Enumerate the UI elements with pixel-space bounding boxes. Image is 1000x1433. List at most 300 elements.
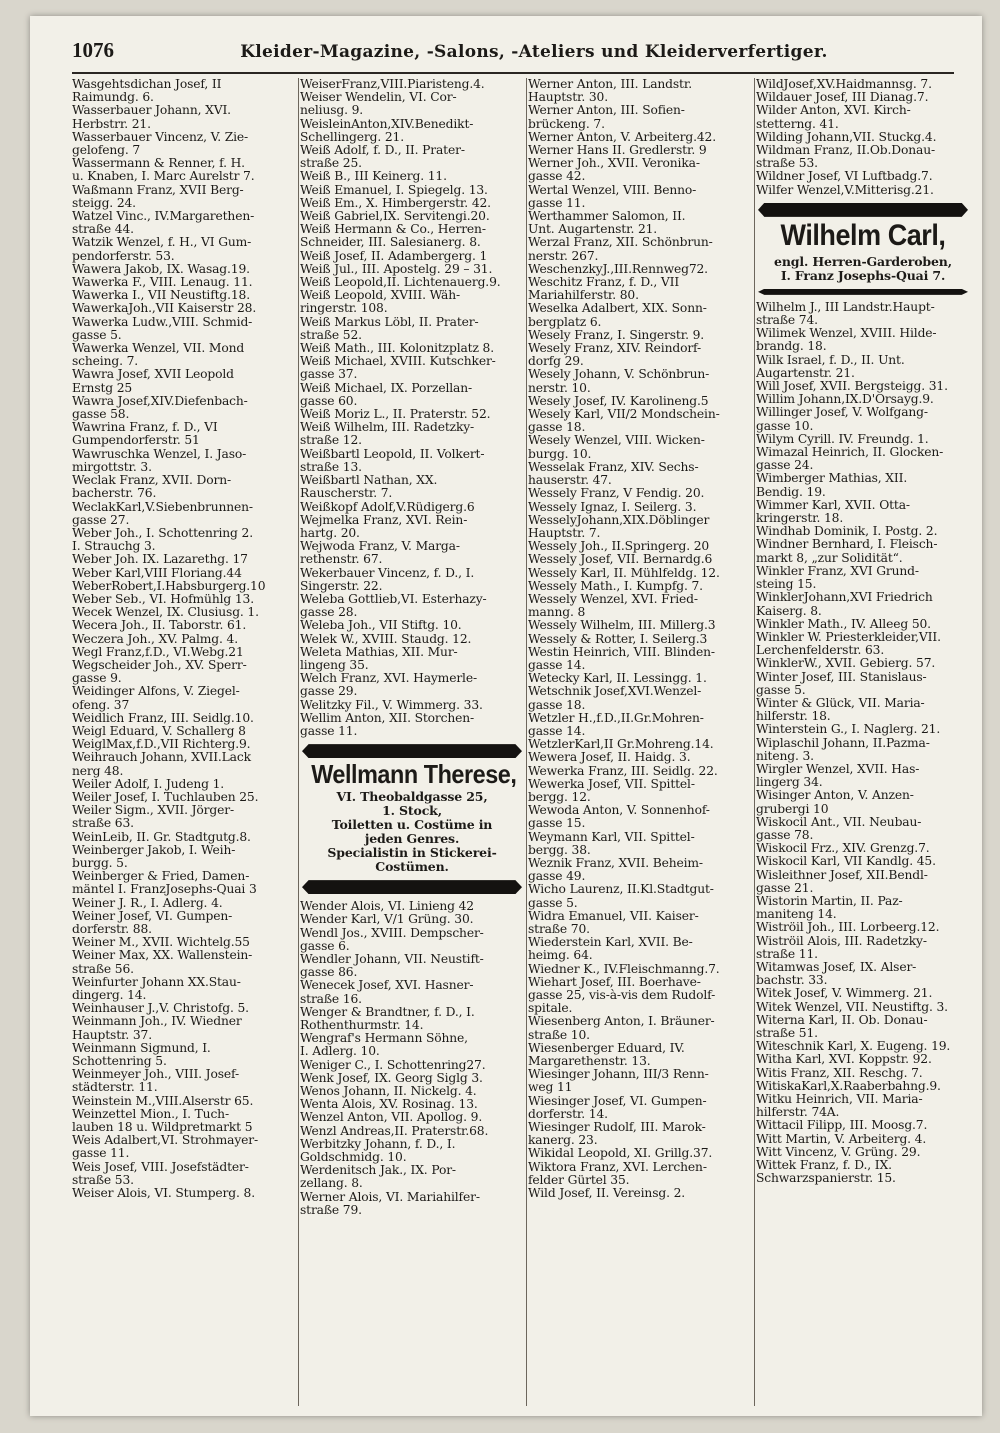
directory-entry-line: Weihrauch Johann, XVII.Lack: [72, 751, 251, 765]
directory-entry-line: Wiskocil Karl, VII Kandlg. 45.: [756, 855, 936, 869]
directory-entry-line: neliusg. 9.: [300, 104, 364, 118]
ad-line: Toiletten u. Costüme in: [331, 817, 493, 833]
directory-entry-line: Wawera Jakob, IX. Wasag.19.: [72, 262, 250, 276]
directory-entry-line: felder Gürtel 35.: [528, 1173, 630, 1187]
directory-entry-line: Wender Karl, V/1 Grüng. 30.: [300, 913, 474, 927]
directory-entry-line: burgg. 5.: [72, 856, 128, 870]
advertisement-wilhelm: [756, 203, 970, 295]
directory-entry-line: dorfg 29.: [528, 355, 584, 369]
directory-entry-line: Winkler Franz, XVI Grund-: [756, 564, 919, 578]
directory-entry-line: Wecera Joh., II. Taborstr. 61.: [72, 619, 247, 633]
directory-entry-line: scheing. 7.: [72, 355, 139, 369]
directory-entry-line: Weber Seb., VI. Hofmühlg 13.: [72, 592, 254, 606]
directory-entry-line: Wesselak Franz, XIV. Sechs-: [528, 460, 699, 474]
directory-entry-line: Wengraf's Hermann Söhne,: [300, 1032, 468, 1046]
directory-entry-line: nerg 48.: [72, 764, 124, 778]
directory-entry-line: straße 13.: [300, 460, 362, 474]
directory-entry-line: Wesely Franz, XIV. Reindorf-: [528, 342, 702, 356]
directory-entry-line: Winkler Math., IV. Alleeg 50.: [756, 617, 931, 631]
directory-entry-line: Weiß Michael, XVIII. Kutschker-: [300, 355, 496, 369]
directory-entry-line: gasse 15.: [528, 817, 586, 831]
directory-entry-line: Weiler Sigm., XVII. Jörger-: [72, 804, 234, 818]
directory-page: [30, 16, 982, 1416]
directory-entry-line: Witt Vincenz, V. Grüng. 29.: [756, 1145, 921, 1159]
directory-entry-line: Schellingerg. 21.: [300, 130, 404, 144]
directory-entry-line: Wiströil Joh., III. Lorbeerg.12.: [756, 921, 940, 935]
directory-entry-line: Weinhauser J.,V. Christofg. 5.: [72, 1002, 249, 1016]
directory-entry-line: Witku Heinrich, VII. Maria-: [756, 1093, 923, 1107]
directory-entry-line: WinklerJohann,XVI Friedrich: [756, 591, 933, 605]
directory-entry-line: Weißbartl Leopold, II. Volkert-: [300, 447, 485, 461]
column-1: [72, 78, 296, 1406]
directory-entry-line: Schwarzspanierstr. 15.: [756, 1172, 896, 1186]
directory-entry-line: straße 56.: [72, 962, 134, 976]
directory-entry-line: straße 70.: [528, 923, 590, 936]
directory-entry-line: Weis Josef, VIII. Josefstädter-: [72, 1160, 249, 1174]
directory-entry-line: dorferstr. 14.: [528, 1107, 608, 1121]
directory-entry-line: Weiß Jul., III. Apostelg. 29 – 31.: [300, 262, 493, 276]
column-3: [528, 78, 752, 1406]
directory-entry-line: bacherstr. 76.: [72, 487, 157, 501]
directory-entry-line: Weclak Franz, XVII. Dorn-: [72, 474, 232, 488]
directory-entry-line: Weinmann Joh., IV. Wiedner: [72, 1015, 242, 1029]
directory-entry-line: gelofeng. 7: [72, 144, 141, 158]
ad-bottom-bar: [758, 289, 968, 295]
directory-entry-line: lauben 18 u. Wildpretmarkt 5: [72, 1121, 253, 1135]
directory-entry-line: Rauscherstr. 7.: [300, 487, 393, 501]
directory-entry-line: Witek Josef, V. Wimmerg. 21.: [756, 987, 933, 1001]
directory-entry-line: städterstr. 11.: [72, 1081, 158, 1095]
directory-entry-line: Witerna Karl, II. Ob. Donau-: [756, 1013, 928, 1027]
directory-entry-line: spitale.: [528, 1002, 573, 1016]
directory-entry-line: bergplatz 6.: [528, 315, 602, 329]
directory-entry-line: gasse 21.: [756, 881, 814, 895]
directory-entry-line: Mariahilferstr. 80.: [528, 289, 639, 303]
directory-entry-line: Herbstrr. 21.: [72, 117, 151, 131]
directory-entry-line: WawerkaJoh.,VII Kaiserstr 28.: [72, 302, 257, 316]
directory-entry-line: Weißkopf Adolf,V.Rüdigerg.6: [300, 500, 475, 514]
directory-entry-line: gasse 49.: [528, 870, 586, 884]
directory-entry-line: bergg. 12.: [528, 790, 591, 804]
directory-entry-line: Weiß Leopold,II. Lichtenauerg.9.: [300, 276, 501, 290]
directory-entry-line: Hauptstr. 37.: [72, 1028, 152, 1042]
ad-name: Wellmann Therese,: [311, 759, 517, 790]
directory-entry-line: Schneider, III. Salesianerg. 8.: [300, 236, 481, 250]
directory-entry-line: stetterng. 41.: [756, 117, 839, 131]
directory-entry-line: Winkler W. Priesterkleider,VII.: [756, 630, 941, 644]
directory-entry-line: gasse 42.: [528, 170, 586, 184]
directory-entry-line: WeberRobert,I.Habsburgerg.10: [72, 579, 266, 593]
directory-entry-line: Wetzler H.,f.D.,II.Gr.Mohren-: [528, 711, 704, 725]
directory-entry-line: gasse 60.: [300, 394, 358, 408]
directory-entry-line: Weiß Gabriel,IX. Servitengi.20.: [300, 210, 490, 224]
directory-entry-line: Wasserbauer Vincenz, V. Zie-: [72, 130, 249, 144]
directory-entry-line: Witeschnik Karl, X. Eugeng. 19.: [756, 1040, 951, 1054]
directory-entry-line: mäntel I. FranzJosephs-Quai 3: [72, 883, 257, 897]
directory-entry-line: Wikidal Leopold, XI. Grillg.37.: [528, 1147, 713, 1161]
directory-entry-line: gasse 5.: [756, 683, 806, 697]
directory-entry-line: Weinberger Jakob, I. Weih-: [72, 843, 236, 857]
directory-entry-line: Wisleithner Josef, XII.Bendl-: [756, 868, 928, 882]
directory-entry-line: Wiederstein Karl, XVII. Be-: [528, 936, 693, 950]
directory-entry-line: Wesely Josef, IV. Karolineng.5: [528, 394, 709, 408]
directory-entry-line: Wiplaschil Johann, II.Pazma-: [756, 736, 930, 750]
directory-entry-line: gasse 5.: [528, 896, 578, 910]
directory-entry-line: Wecek Wenzel, IX. Clusiusg. 1.: [72, 606, 259, 620]
directory-entry-line: Welch Franz, XVI. Haymerle-: [300, 672, 477, 686]
column-4: [756, 78, 970, 1406]
column-divider: [526, 78, 527, 1406]
directory-entry-line: gasse 11.: [300, 724, 358, 738]
directory-entry-line: manng. 8: [528, 606, 586, 620]
directory-entry-line: Witis Franz, XII. Reschg. 7.: [756, 1066, 923, 1080]
directory-entry-line: Wirgler Wenzel, XVII. Has-: [756, 762, 920, 776]
directory-entry-line: Ernstg 25: [72, 381, 133, 395]
directory-entry-line: Willinger Josef, V. Wolfgang-: [756, 406, 928, 420]
directory-entry-line: Weiß Wilhelm, III. Radetzky-: [300, 421, 475, 435]
directory-entry-line: I. Adlerg. 10.: [300, 1045, 380, 1059]
directory-entry-line: Westin Heinrich, VIII. Blinden-: [528, 645, 715, 659]
directory-entry-line: zellang. 8.: [300, 1177, 363, 1191]
directory-entry-line: Wiedner K., IV.Fleischmanng.7.: [528, 962, 720, 976]
directory-entry-line: Wawerka F., VIII. Lenaug. 11.: [72, 276, 253, 290]
directory-entry-line: gasse 78.: [756, 828, 814, 842]
directory-entry-line: Wenos Johann, II. Nickelg. 4.: [300, 1085, 477, 1098]
page-header: [72, 38, 954, 68]
directory-entry-line: Wegscheider Joh., XV. Sperr-: [72, 658, 247, 672]
directory-entry-line: Lerchenfelderstr. 63.: [756, 644, 885, 658]
ad-line: VI. Theobaldgasse 25,: [336, 789, 488, 805]
directory-entry-line: gasse 18.: [528, 698, 586, 712]
directory-entry-line: gasse 11.: [72, 1147, 130, 1161]
directory-entry-line: brandg. 18.: [756, 340, 827, 354]
directory-entry-line: Werner Anton, III. Landstr.: [528, 78, 692, 91]
directory-entry-line: Winter & Glück, VII. Maria-: [756, 696, 925, 710]
directory-entry-line: Weiß Leopold, XVIII. Wäh-: [300, 289, 460, 303]
directory-entry-line: gasse 24.: [756, 459, 814, 473]
directory-entry-line: Wenk Josef, IX. Georg Siglg 3.: [300, 1071, 483, 1085]
directory-entry-line: Wertal Wenzel, VIII. Benno-: [528, 183, 697, 197]
directory-entry-line: Bendig. 19.: [756, 485, 826, 499]
directory-entry-line: Wenta Alois, XV. Rosinag. 13.: [300, 1098, 478, 1112]
directory-entry-line: I. Strauchg 3.: [72, 540, 156, 554]
ad-top-bar: [758, 203, 968, 217]
directory-entry-line: Wenger & Brandtner, f. D., I.: [300, 1005, 475, 1019]
directory-entry-line: Wiesenberger Eduard, IV.: [528, 1041, 685, 1055]
directory-entry-line: hilferstr. 74A.: [756, 1106, 840, 1120]
directory-entry-line: Unt. Augartenstr. 21.: [528, 223, 658, 237]
directory-entry-line: Werner Anton, V. Arbeiterg.42.: [528, 130, 716, 144]
directory-entry-line: kringerstr. 18.: [756, 512, 844, 526]
directory-entry-line: Watzel Vinc., IV.Margarethen-: [72, 210, 255, 224]
directory-entry-line: Will Josef, XVII. Bergsteigg. 31.: [756, 380, 948, 394]
directory-entry-line: Wesely Karl, VII/2 Mondschein-: [528, 408, 720, 422]
directory-entry-line: Weymann Karl, VII. Spittel-: [528, 830, 695, 844]
directory-entry-line: Wasserbauer Johann, XVI.: [72, 104, 231, 118]
directory-entry-line: Raimundg. 6.: [72, 91, 154, 105]
directory-entry-line: Weiß Hermann & Co., Herren-: [300, 223, 486, 237]
directory-entry-line: Witt Martin, V. Arbeiterg. 4.: [756, 1132, 927, 1146]
directory-entry-line: Rothenthurmstr. 14.: [300, 1018, 424, 1032]
directory-entry-line: Wesely Wenzel, VIII. Wicken-: [528, 434, 705, 448]
directory-entry-line: Wewoda Anton, V. Sonnenhof-: [528, 804, 710, 818]
directory-entry-line: hauserstr. 47.: [528, 474, 612, 488]
directory-entry-line: WinklerW., XVII. Gebierg. 57.: [756, 657, 936, 671]
directory-entry-line: Weiß Em., X. Himbergerstr. 42.: [300, 196, 491, 210]
ad-name: Wilhelm Carl,: [780, 218, 946, 252]
ad-top-bar: [302, 744, 522, 758]
directory-entry-line: Werner Anton, III. Sofien-: [528, 104, 685, 118]
advertisement-wellmann: [300, 744, 524, 894]
directory-entry-line: rethenstr. 67.: [300, 553, 383, 567]
directory-entry-line: Wiesinger Johann, III/3 Renn-: [528, 1068, 709, 1082]
directory-entry-line: steigg. 24.: [72, 196, 136, 210]
directory-entry-line: Welek W., XVIII. Staudg. 12.: [300, 632, 472, 646]
column-divider: [298, 78, 299, 1406]
directory-entry-line: Wetecky Karl, II. Lessingg. 1.: [528, 672, 707, 686]
directory-entry-line: straße 79.: [300, 1203, 362, 1217]
directory-entry-line: Witek Wenzel, VII. Neustiftg. 3.: [756, 1000, 948, 1014]
directory-entry-line: Weiß Emanuel, I. Spiegelg. 13.: [300, 183, 488, 197]
directory-entry-line: Weiler Josef, I. Tuchlauben 25.: [72, 790, 259, 804]
directory-entry-line: straße 53.: [72, 1173, 134, 1187]
directory-entry-line: Wetschnik Josef,XVI.Wenzel-: [528, 685, 702, 699]
directory-entry-line: Weiner M., XVII. Wichtelg.55: [72, 936, 250, 950]
directory-entry-line: Goldschmidg. 10.: [300, 1151, 407, 1165]
directory-entry-line: Hauptstr. 7.: [528, 526, 601, 540]
directory-entry-line: pendorferstr. 53.: [72, 249, 175, 263]
directory-entry-line: gasse 37.: [300, 368, 358, 382]
directory-entry-line: Wiskocil Ant., VII. Neubau-: [756, 815, 922, 829]
directory-entry-line: Weinzettel Mion., I. Tuch-: [72, 1107, 229, 1121]
directory-entry-line: Wilding Johann,VII. Stuckg.4.: [756, 130, 937, 144]
ad-line: I. Franz Josephs-Quai 7.: [780, 267, 946, 283]
directory-entry-line: grubergi 10: [756, 802, 829, 816]
directory-entry-line: Werner Joh., XVII. Veronika-: [528, 157, 700, 171]
directory-entry-line: Weinberger & Fried, Damen-: [72, 870, 250, 884]
directory-entry-line: Wenzel Anton, VII. Apollog. 9.: [300, 1111, 483, 1125]
header-rule: [72, 72, 954, 74]
directory-entry-line: Weiser Wendelin, VI. Cor-: [300, 91, 457, 105]
directory-entry-line: Wiehart Josef, III. Boerhave-: [528, 975, 701, 989]
directory-entry-line: niteng. 3.: [756, 749, 814, 763]
directory-entry-line: ofeng. 37: [72, 698, 130, 712]
directory-entry-line: Wawruschka Wenzel, I. Jaso-: [72, 447, 247, 461]
directory-entry-line: straße 25.: [300, 157, 362, 171]
directory-entry-line: Witamwas Josef, IX. Alser-: [756, 960, 917, 974]
directory-entry-line: Weber Joh. IX. Lazarethg. 17: [72, 553, 248, 567]
directory-entry-line: Hauptstr. 30.: [528, 91, 608, 105]
directory-entry-line: straße 16.: [300, 992, 362, 1006]
directory-entry-line: Weinfurter Johann XX.Stau-: [72, 975, 241, 989]
directory-entry-line: Wegl Franz,f.D., VI.Webg.21: [72, 645, 244, 659]
directory-entry-line: Wendl Jos., XVIII. Dempscher-: [300, 926, 484, 940]
directory-entry-line: WeisleinAnton,XIV.Benedikt-: [300, 117, 474, 131]
directory-entry-line: Augartenstr. 21.: [756, 366, 855, 380]
directory-entry-line: Weiner Josef, VI. Gumpen-: [72, 909, 233, 923]
directory-entry-line: Margarethenstr. 13.: [528, 1055, 651, 1069]
directory-entry-line: gasse 86.: [300, 966, 358, 980]
directory-entry-line: Wicho Laurenz, II.Kl.Stadtgut-: [528, 883, 714, 897]
directory-entry-line: Wilk Israel, f. D., II. Unt.: [756, 353, 905, 367]
directory-entry-line: Willim Johann,IX.D'Orsayg.9.: [756, 393, 934, 407]
directory-entry-line: Weiß Josef, II. Adambergerg. 1: [300, 249, 488, 263]
directory-entry-line: Wiktora Franz, XVI. Lerchen-: [528, 1160, 707, 1174]
directory-entry-line: Wejwoda Franz, V. Marga-: [300, 540, 460, 554]
directory-entry-line: Wasgehtsdichan Josef, II: [72, 78, 222, 91]
directory-entry-line: Winterstein G., I. Naglerg. 21.: [756, 723, 941, 737]
directory-entry-line: Weiß Math., III. Kolonitzplatz 8.: [300, 342, 494, 356]
page-title: Kleider-Magazine, -Salons, -Ateliers und Kleiderverfertiger.: [240, 42, 828, 62]
directory-entry-line: Wawra Josef,XIV.Diefenbach-: [72, 394, 248, 408]
directory-entry-line: Wiesinger Josef, VI. Gumpen-: [528, 1094, 707, 1108]
directory-entry-line: Wawra Josef, XVII Leopold: [72, 368, 234, 382]
directory-entry-line: Watzik Wenzel, f. H., VI Gum-: [72, 236, 252, 250]
directory-entry-line: Welitzky Fil., V. Wimmerg. 33.: [300, 698, 483, 712]
directory-entry-line: ringerstr. 108.: [300, 302, 388, 316]
directory-entry-line: WeiserFranz,VIII.Piaristeng.4.: [300, 78, 485, 91]
directory-entry-line: Weiner Max, XX. Wallenstein-: [72, 949, 253, 963]
directory-entry-line: gasse 11.: [528, 196, 586, 210]
directory-entry-line: WetzlerKarl,II Gr.Mohreng.14.: [528, 738, 714, 752]
directory-entry-line: Wisinger Anton, V. Anzen-: [756, 789, 914, 803]
directory-entry-line: Waßmann Franz, XVII Berg-: [72, 183, 244, 197]
directory-entry-line: Schottenring 5.: [72, 1055, 167, 1069]
directory-entry-line: Wenzl Andreas,II. Praterstr.68.: [300, 1124, 489, 1138]
directory-entry-line: Werbitzky Johann, f. D., I.: [300, 1137, 456, 1151]
directory-entry-line: WeclakKarl,V.Siebenbrunnen-: [72, 500, 253, 514]
directory-entry-line: Gumpendorferstr. 51: [72, 434, 200, 448]
directory-entry-line: Wistorin Martin, II. Paz-: [756, 894, 903, 908]
directory-entry-line: gasse 9.: [72, 672, 122, 686]
directory-entry-line: burgg. 10.: [528, 447, 592, 461]
directory-entry-line: Weinmeyer Joh., VIII. Josef-: [72, 1068, 239, 1082]
directory-entry-line: Widra Emanuel, VII. Kaiser-: [528, 909, 699, 923]
directory-entry-line: Wimmer Karl, XVII. Otta-: [756, 498, 910, 512]
ad-line: Costümen.: [375, 859, 449, 875]
directory-entry-line: Wekerbauer Vincenz, f. D., I.: [300, 566, 475, 580]
directory-entry-line: lingerg 34.: [756, 776, 823, 790]
directory-entry-line: Wiströil Alois, III. Radetzky-: [756, 934, 927, 948]
directory-entry-line: maniteng 14.: [756, 908, 837, 922]
directory-entry-line: Weznik Franz, XVII. Beheim-: [528, 856, 703, 870]
directory-entry-line: WildJosef,XV.Haidmannsg. 7.: [756, 78, 932, 91]
directory-entry-line: gasse 14.: [528, 724, 586, 738]
directory-entry-line: Wilhelm J., III Landstr.Haupt-: [756, 300, 935, 314]
directory-entry-line: Wessely & Rotter, I. Seilerg.3: [528, 632, 708, 646]
directory-entry-line: gasse 28.: [300, 606, 358, 620]
directory-entry-line: brückeng. 7.: [528, 117, 605, 131]
ad-line: Specialistin in Stickerei-: [327, 845, 497, 861]
directory-entry-line: steing 15.: [756, 578, 817, 592]
directory-entry-line: Wimberger Mathias, XII.: [756, 472, 908, 486]
directory-entry-line: Werdenitsch Jak., IX. Por-: [300, 1164, 456, 1178]
directory-entry-line: Wewerka Franz, III. Seidlg. 22.: [528, 764, 718, 778]
directory-entry-line: Wiesinger Rudolf, III. Marok-: [528, 1121, 706, 1135]
directory-entry-line: Wellim Anton, XII. Storchen-: [300, 711, 475, 725]
directory-entry-line: Wejmelka Franz, XVI. Rein-: [300, 513, 468, 527]
directory-entry-line: Wessely Josef, VII. Bernardg.6: [528, 553, 713, 567]
directory-entry-line: kanerg. 23.: [528, 1134, 598, 1148]
directory-entry-line: gasse 10.: [756, 419, 814, 433]
directory-entry-line: Wildman Franz, II.Ob.Donau-: [756, 144, 935, 158]
directory-entry-line: hartg. 20.: [300, 526, 360, 540]
directory-entry-line: straße 11.: [756, 947, 818, 961]
directory-entry-line: straße 74.: [756, 314, 818, 328]
column-divider: [754, 78, 755, 1406]
directory-entry-line: straße 10.: [528, 1028, 590, 1042]
directory-entry-line: Weniger C., I. Schottenring27.: [300, 1058, 486, 1072]
directory-entry-line: gasse 25, vis-à-vis dem Rudolf-: [528, 989, 716, 1003]
directory-entry-line: Wessely Ignaz, I. Seilerg. 3.: [528, 500, 697, 514]
directory-entry-line: Weißbartl Nathan, XX.: [300, 474, 438, 488]
directory-entry-line: Wildner Josef, VI Luftbadg.7.: [756, 170, 933, 184]
directory-entry-line: Weselka Adalbert, XIX. Sonn-: [528, 302, 707, 316]
directory-entry-line: Wewera Josef, II. Haidg. 3.: [528, 751, 691, 765]
directory-entry-line: bergg. 38.: [528, 843, 591, 857]
directory-entry-line: Weschitz Franz, f. D., VII: [528, 276, 680, 290]
directory-entry-line: straße 52.: [300, 328, 362, 342]
column-2: [300, 78, 524, 1406]
directory-entry-line: Wewerka Josef, VII. Spittel-: [528, 777, 695, 791]
directory-entry-line: Wessely Wenzel, XVI. Fried-: [528, 592, 698, 606]
directory-entry-line: markt 8, „zur Solidität“.: [756, 551, 903, 565]
directory-entry-line: straße 12.: [300, 434, 362, 448]
directory-entry-line: Weis Adalbert,VI. Strohmayer-: [72, 1134, 258, 1148]
directory-entry-line: WeschenzkyJ.,III.Rennweg72.: [528, 262, 708, 276]
directory-entry-line: u. Knaben, I. Marc Aurelstr 7.: [72, 170, 255, 184]
directory-entry-line: WesselyJohann,XIX.Döblinger: [528, 513, 710, 527]
directory-entry-line: Weber Karl,VIII Floriang.44: [72, 566, 242, 580]
directory-entry-line: straße 44.: [72, 223, 134, 237]
directory-entry-line: weg 11: [528, 1081, 573, 1095]
ad-line: jeden Genres.: [364, 831, 460, 847]
directory-entry-line: Wittacil Filipp, III. Moosg.7.: [756, 1119, 928, 1133]
directory-entry-line: Wawrina Franz, f. D., VI: [72, 421, 218, 435]
directory-entry-line: Wessely Joh., II.Springerg. 20: [528, 540, 710, 554]
directory-entry-line: Wessely Franz, V Fendig. 20.: [528, 487, 705, 501]
directory-entry-line: Wessely Karl, II. Mühlfeldg. 12.: [528, 566, 720, 580]
directory-entry-line: Weczera Joh., XV. Palmg. 4.: [72, 632, 238, 646]
directory-entry-line: WeiglMax,f.D.,VII Richterg.9.: [72, 738, 251, 752]
directory-entry-line: Werthammer Salomon, II.: [528, 210, 686, 224]
directory-entry-line: Weleba Gottlieb,VI. Esterhazy-: [300, 592, 487, 606]
directory-entry-line: Wilimek Wenzel, XVIII. Hilde-: [756, 327, 937, 341]
directory-entry-line: Singerstr. 22.: [300, 579, 383, 593]
directory-entry-line: Wilym Cyrill. IV. Freundg. 1.: [756, 432, 929, 446]
directory-entry-line: gasse 27.: [72, 513, 130, 527]
directory-entry-line: Werner Alois, VI. Mariahilfer-: [300, 1190, 480, 1204]
directory-entry-line: Werzal Franz, XII. Schönbrun-: [528, 236, 713, 250]
directory-entry-line: Weinmann Sigmund, I.: [72, 1041, 211, 1055]
directory-entry-line: Witha Karl, XVI. Koppstr. 92.: [756, 1053, 932, 1067]
directory-entry-line: gasse 6.: [300, 939, 350, 953]
directory-entry-line: Weiser Alois, VI. Stumperg. 8.: [72, 1187, 255, 1201]
directory-entry-line: Wender Alois, VI. Linieng 42: [300, 900, 474, 914]
directory-entry-line: Wawerka Wenzel, VII. Mond: [72, 342, 245, 356]
directory-entry-line: Weinstein M.,VIII.Alserstr 65.: [72, 1094, 254, 1108]
directory-entry-line: Wesely Franz, I. Singerstr. 9.: [528, 328, 705, 342]
directory-entry-line: mirgottstr. 3.: [72, 460, 152, 474]
directory-entry-line: Windhab Dominik, I. Postg. 2.: [756, 525, 938, 539]
directory-entry-line: gasse 5.: [72, 328, 122, 342]
directory-entry-line: Weiß Markus Löbl, II. Prater-: [300, 315, 479, 329]
ad-bottom-bar: [302, 880, 522, 894]
directory-entry-line: Wawerka I., VII Neustiftg.18.: [72, 289, 250, 303]
directory-entry-line: Weiß B., III Keinerg. 11.: [300, 170, 447, 184]
directory-entry-line: Weiler Adolf, I. Judeng 1.: [72, 777, 225, 791]
directory-entry-line: nerstr. 10.: [528, 381, 591, 395]
